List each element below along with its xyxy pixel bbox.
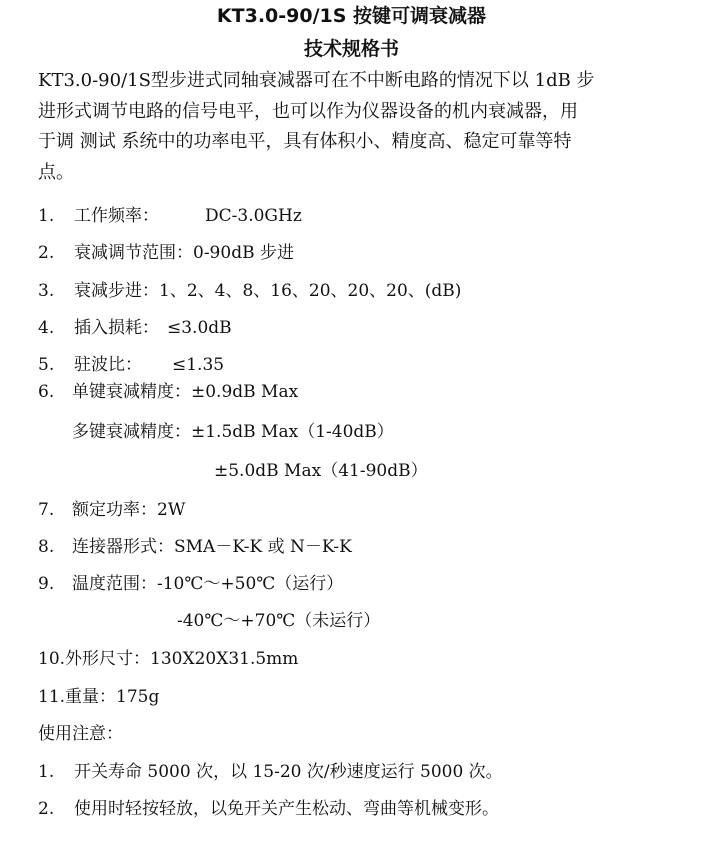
spec-value: ≤1.35	[172, 355, 225, 375]
spec-label: 单键衰减精度：	[72, 382, 191, 402]
spec-number: 3.	[38, 281, 55, 301]
spec-label: 多键衰减精度：	[72, 422, 191, 442]
spec-value: SMA－K-K 或 N－K-K	[174, 537, 352, 557]
spec-number: 11.	[38, 687, 66, 707]
spec-number: 10.	[38, 649, 66, 669]
spec-multi-key-accuracy	[72, 421, 394, 443]
spec-label: 连接器形式：	[72, 537, 174, 557]
spec-rated-power	[38, 499, 185, 521]
spec-label: 额定功率：	[72, 500, 157, 520]
spec-weight	[38, 686, 159, 708]
spec-number: 4.	[38, 318, 55, 338]
spec-insertion-loss	[38, 317, 232, 339]
spec-value: 175g	[116, 687, 160, 707]
spec-value: 2W	[157, 500, 186, 520]
spec-attenuation-range	[38, 242, 294, 264]
spec-label: 插入损耗：	[74, 318, 159, 338]
spec-label: 重量：	[65, 687, 117, 707]
spec-value: ±5.0dB Max（41-90dB）	[214, 461, 428, 481]
spec-temperature-range	[38, 573, 343, 595]
spec-number: 9.	[38, 574, 55, 594]
spec-label: 温度范围：	[72, 574, 157, 594]
intro-line-3: 于调 测试 系统中的功率电平，具有体积小、精度高、稳定可靠等特	[38, 131, 572, 152]
intro-line-2: 进形式调节电路的信号电平，也可以作为仪器设备的机内衰减器，用	[38, 100, 578, 122]
spec-dimensions	[38, 648, 298, 670]
spec-label: 工作频率：	[74, 206, 159, 226]
spec-number: 6.	[38, 382, 55, 402]
spec-label: 衰减步进：	[74, 281, 159, 301]
spec-value: DC-3.0GHz	[205, 206, 302, 226]
spec-single-key-accuracy	[38, 381, 298, 403]
spec-value: 0-90dB 步进	[193, 243, 294, 263]
document-subtitle: 技术规格书	[303, 38, 399, 60]
document-title: KT3.0-90/1S 按键可调衰减器	[216, 5, 487, 27]
spec-number: 7.	[38, 500, 55, 520]
spec-value: ≤3.0dB	[167, 318, 232, 338]
spec-label: 外形尺寸：	[65, 649, 151, 669]
spec-label: 衰减调节范围：	[74, 243, 193, 263]
notes-heading: 使用注意：	[38, 724, 123, 744]
spec-value: ±0.9dB Max	[191, 382, 299, 402]
spec-number: 1.	[38, 206, 55, 226]
intro-line-4: 点。	[38, 161, 74, 183]
note-text: 使用时轻按轻放，以免开关产生松动、弯曲等机械变形。	[74, 799, 499, 819]
spec-label: 驻波比：	[74, 355, 142, 375]
spec-number: 8.	[38, 537, 55, 557]
spec-multi-key-accuracy-high	[214, 460, 428, 482]
intro-paragraph	[38, 66, 688, 188]
intro-line-1: KT3.0-90/1S型步进式同轴衰减器可在不中断电路的情况下以 1dB 步	[38, 70, 595, 91]
note-number: 2.	[38, 799, 55, 819]
spec-connector-type	[38, 536, 352, 558]
note-item-1	[38, 761, 503, 783]
spec-value: 130X20X31.5mm	[150, 649, 299, 669]
spec-attenuation-steps	[38, 280, 461, 302]
note-item-2	[38, 798, 499, 820]
spec-frequency	[38, 205, 302, 227]
spec-value: -10℃～+50℃（运行）	[157, 574, 344, 594]
spec-vswr	[38, 354, 224, 376]
spec-value: ±1.5dB Max（1-40dB）	[191, 422, 394, 442]
note-number: 1.	[38, 762, 55, 782]
spec-value: -40℃～+70℃（未运行）	[177, 611, 381, 631]
spec-number: 5.	[38, 355, 55, 375]
spec-number: 2.	[38, 243, 55, 263]
note-text: 开关寿命 5000 次，以 15-20 次/秒速度运行 5000 次。	[74, 762, 503, 782]
spec-temperature-storage	[177, 610, 380, 632]
spec-value: 1、2、4、8、16、20、20、20、(dB)	[159, 281, 462, 301]
